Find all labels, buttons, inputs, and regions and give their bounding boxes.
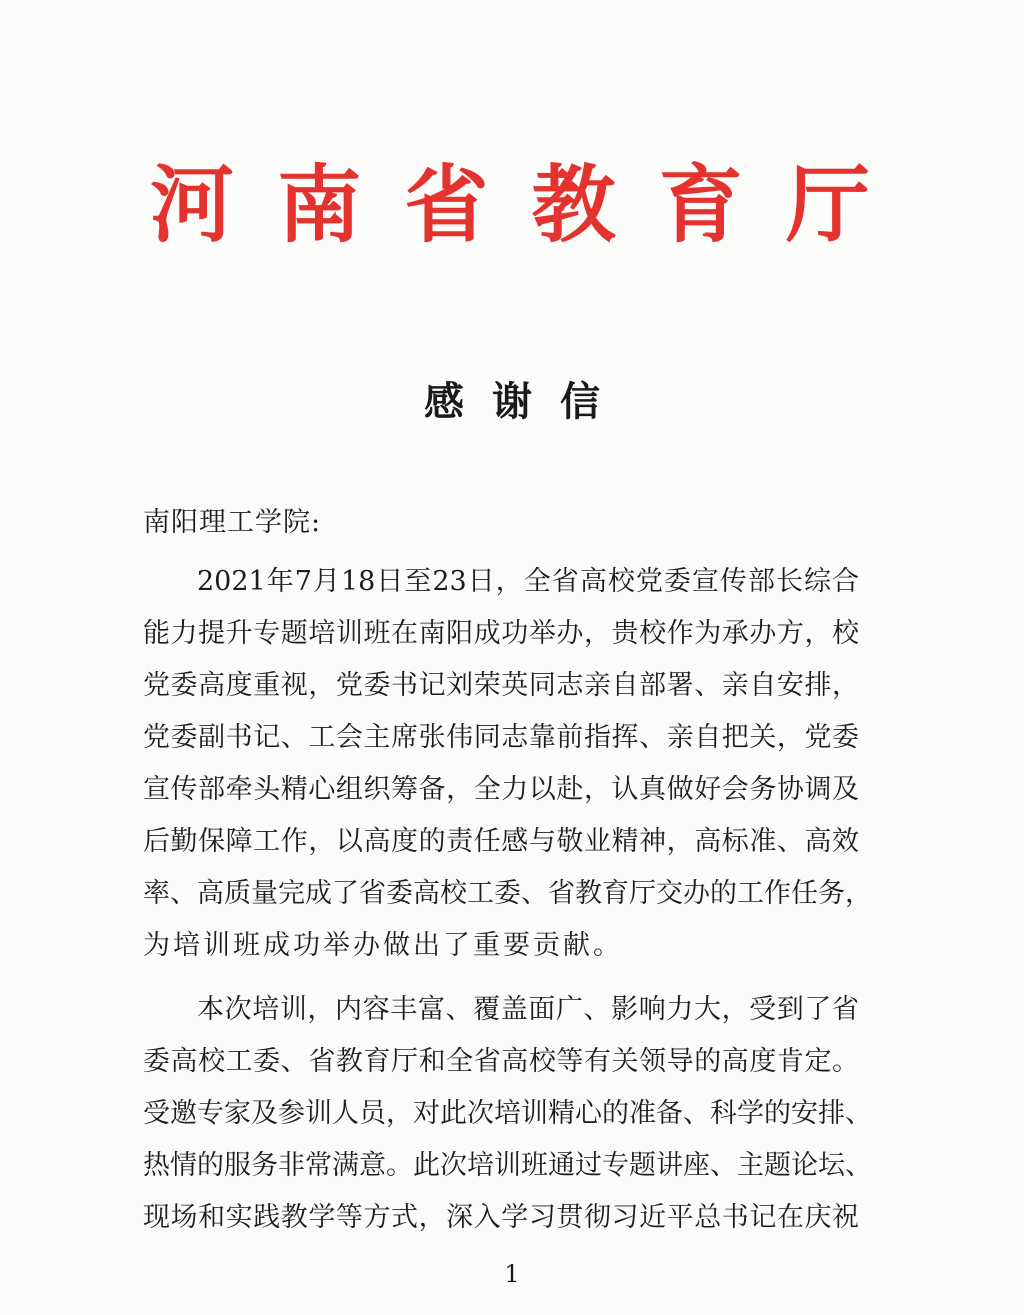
- paragraph-line: 热情的服务非常满意。此次培训班通过专题讲座、主题论坛、: [143, 1150, 872, 1181]
- paragraph-line: 党委副书记、工会主席张伟同志靠前指挥、亲自把关，党委: [143, 722, 859, 753]
- letterhead-char: 省: [404, 155, 489, 254]
- paragraph-line: 2021年7月18日至23日，全省高校党委宣传部长综合: [197, 566, 859, 597]
- paragraph-line: 委高校工委、省教育厅和全省高校等有关领导的高度肯定。: [143, 1046, 859, 1077]
- letterhead-char: 南: [277, 155, 362, 254]
- paragraph-line: 党委高度重视，党委书记刘荣英同志亲自部署、亲自安排，: [143, 670, 859, 701]
- document-title: 感谢信: [424, 378, 628, 425]
- paragraph-line: 宣传部牵头精心组织筹备，全力以赴，认真做好会务协调及: [143, 774, 859, 805]
- paragraph-line: 为培训班成功举办做出了重要贡献。: [143, 930, 623, 961]
- letterhead: [150, 150, 870, 260]
- paragraph-line: 后勤保障工作，以高度的责任感与敬业精神，高标准、高效: [143, 826, 859, 857]
- letterhead-char: 育: [658, 155, 743, 254]
- letterhead-char: 教: [531, 155, 616, 254]
- paragraph-line: 本次培训，内容丰富、覆盖面广、影响力大，受到了省: [197, 994, 859, 1025]
- letterhead-char: 河: [150, 155, 235, 254]
- paragraph-line: 现场和实践教学等方式，深入学习贯彻习近平总书记在庆祝: [143, 1202, 859, 1233]
- paragraph-line: 率、高质量完成了省委高校工委、省教育厅交办的工作任务，: [143, 878, 872, 909]
- salutation: 南阳理工学院:: [143, 507, 322, 538]
- paragraph-line: 受邀专家及参训人员，对此次培训精心的准备、科学的安排、: [143, 1098, 872, 1129]
- paragraph-line: 能力提升专题培训班在南阳成功举办，贵校作为承办方，校: [143, 618, 859, 649]
- letterhead-char: 厅: [785, 155, 870, 254]
- page-number: 1: [504, 1260, 520, 1288]
